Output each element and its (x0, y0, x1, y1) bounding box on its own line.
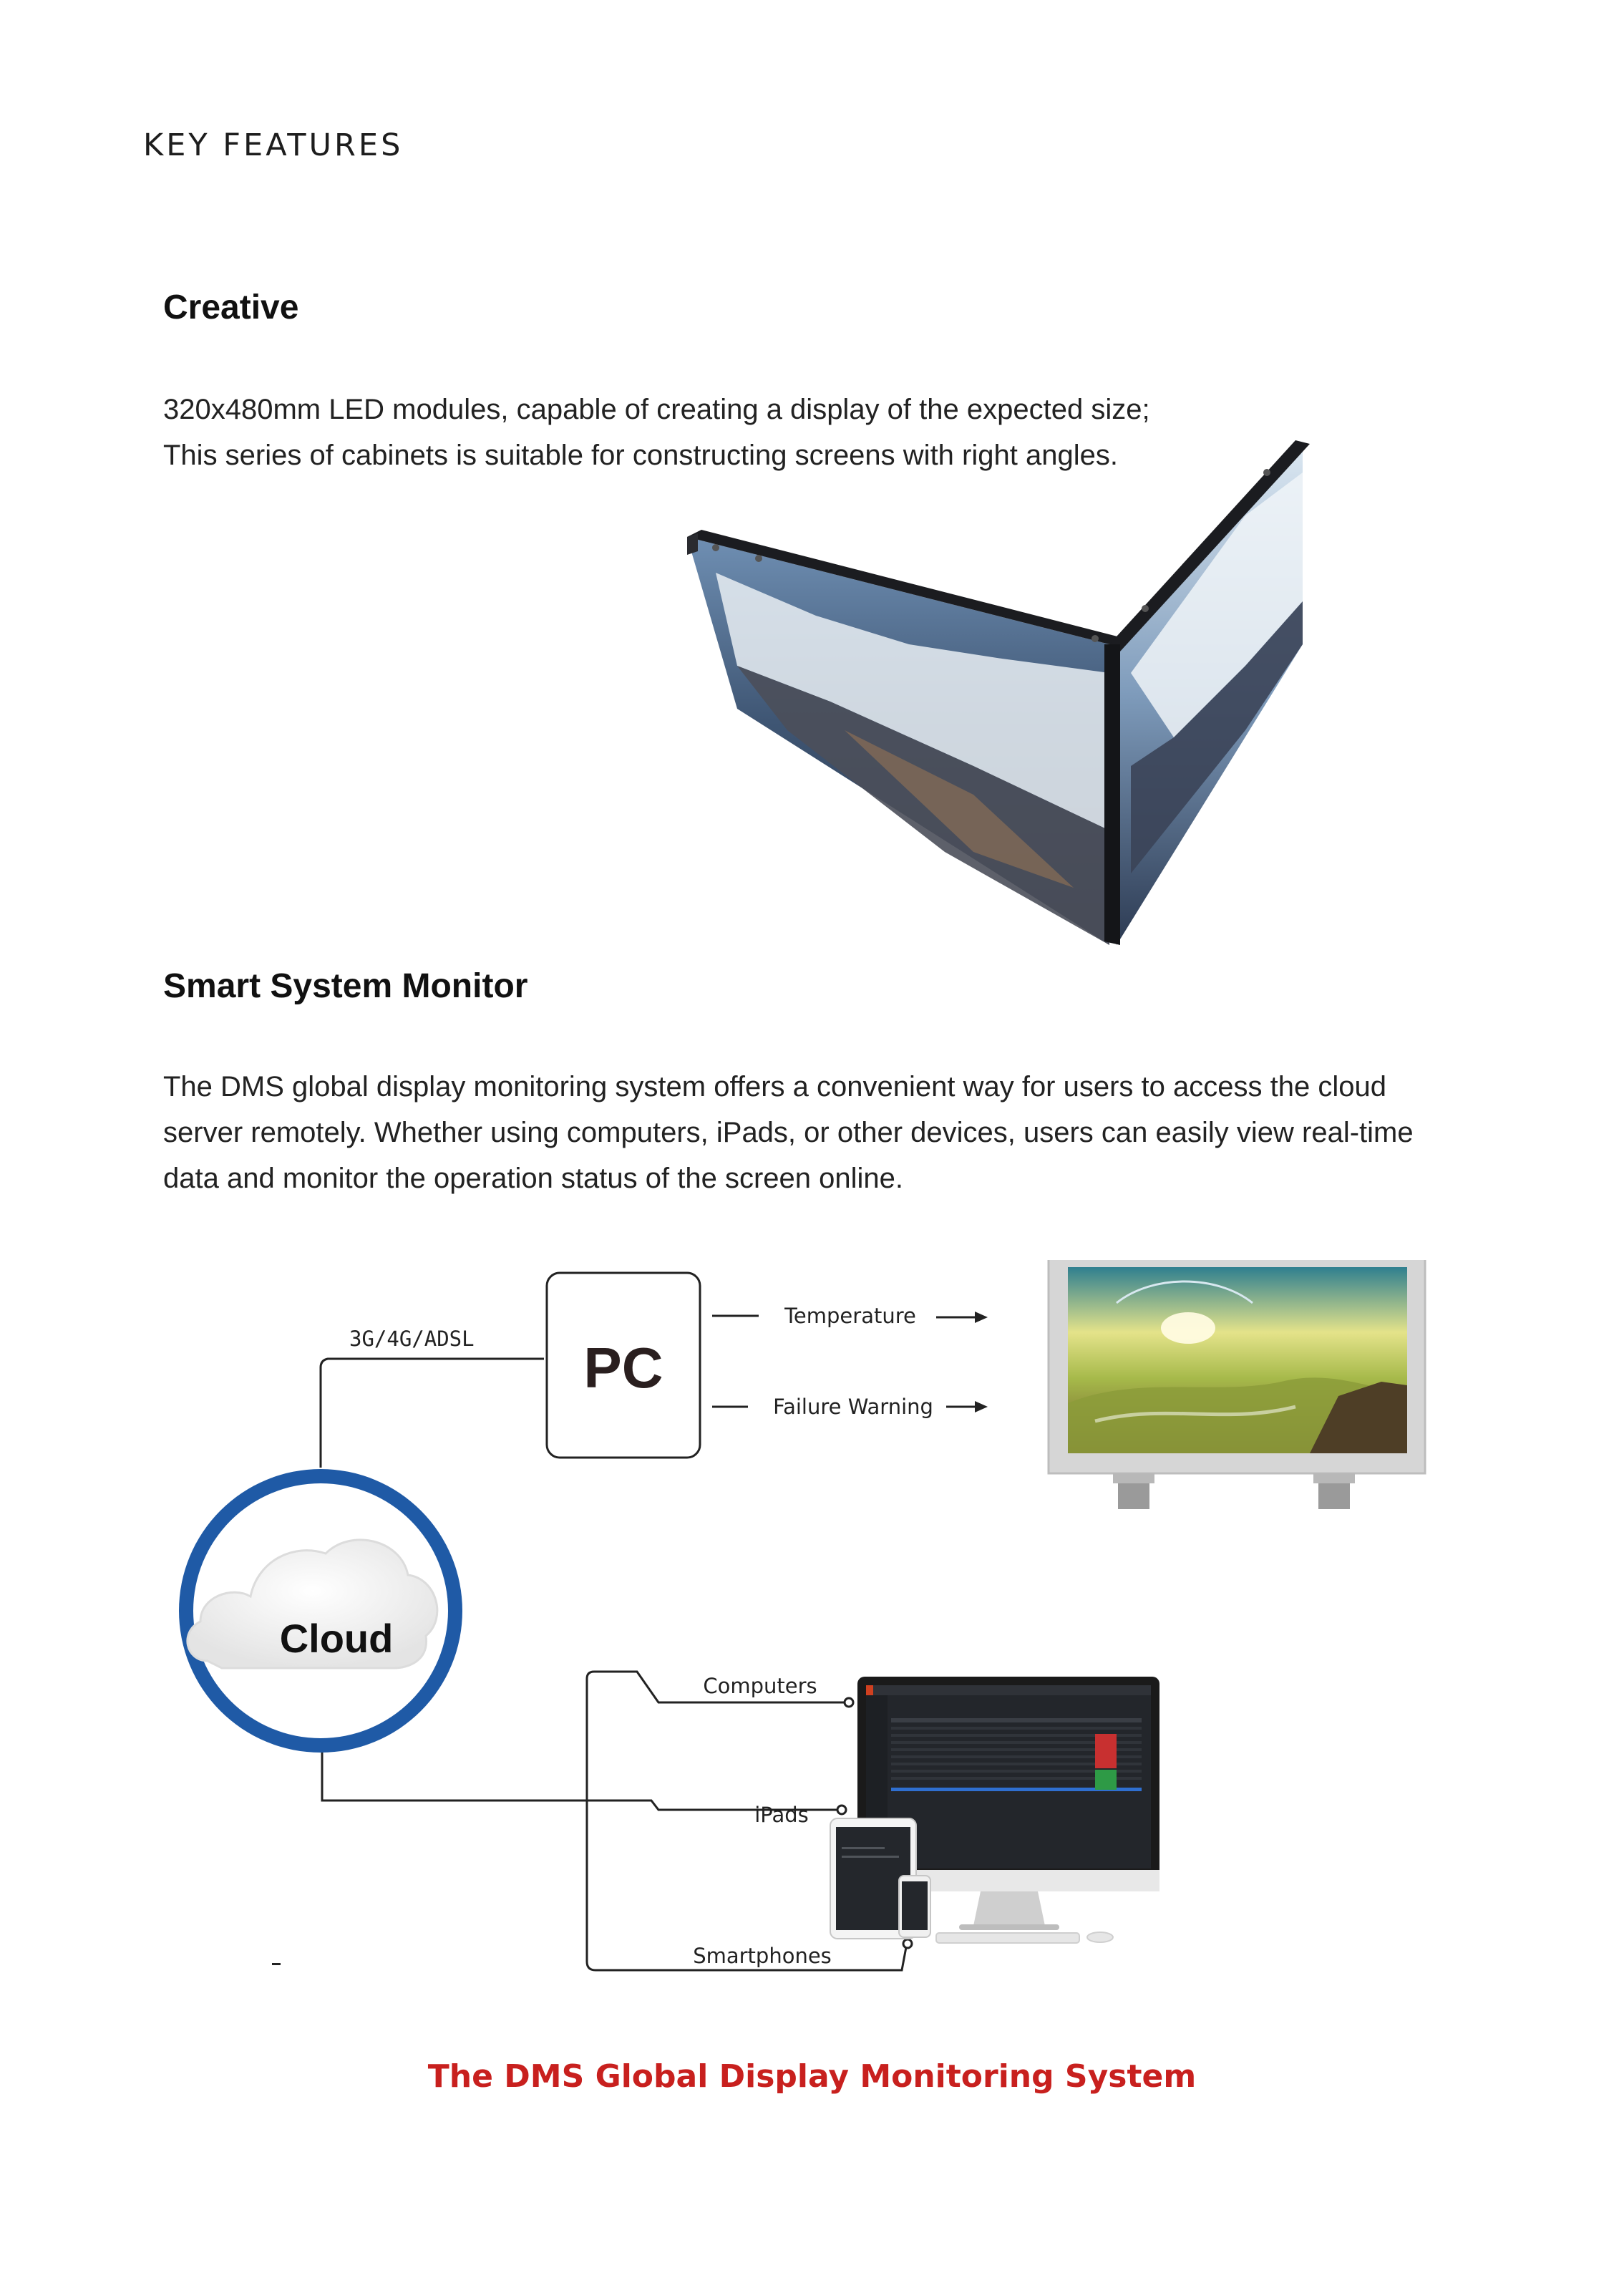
computers-node (845, 1698, 853, 1707)
temperature-arrow-icon (975, 1312, 988, 1323)
page-heading: KEY FEATURES (143, 127, 404, 163)
devices-image (830, 1677, 1159, 1943)
temperature-label: Temperature (784, 1304, 916, 1328)
billboard-image (1049, 1260, 1425, 1509)
ipads-label: iPads (754, 1803, 809, 1827)
creative-line-1: 320x480mm LED modules, capable of creating a display of the expected size; (163, 394, 1150, 425)
smartphones-label: Smartphones (693, 1944, 832, 1968)
failure-warning-label: Failure Warning (773, 1395, 933, 1419)
dms-diagram (165, 1260, 1453, 2005)
failure-warning-arrow-icon (975, 1401, 988, 1412)
monitor-line-3: data and monitor the operation status of the screen online. (163, 1163, 904, 1194)
computers-label: Computers (703, 1674, 817, 1698)
diagram-caption: The DMS Global Display Monitoring System (427, 2058, 1197, 2095)
pc-label: PC (583, 1336, 663, 1400)
monitor-title: Smart System Monitor (163, 967, 528, 1005)
monitor-paragraph (163, 1064, 1414, 1201)
stray-mark (272, 1963, 281, 1965)
creative-line-2: This series of cabinets is suitable for constructing screens with right angles. (163, 440, 1118, 471)
ipads-node (837, 1806, 846, 1814)
cloud-label: Cloud (279, 1616, 394, 1661)
creative-title: Creative (163, 289, 299, 326)
monitor-line-1: The DMS global display monitoring system offers a convenient way for users to access the cloud (163, 1071, 1386, 1102)
network-label: 3G/4G/ADSL (349, 1327, 475, 1351)
smartphones-node (903, 1939, 912, 1948)
cloud-icon (179, 1469, 462, 1753)
corner-led-display-image (673, 430, 1317, 959)
monitor-line-2: server remotely. Whether using computers, iPads, or other devices, users can easily view real-time (163, 1117, 1414, 1148)
